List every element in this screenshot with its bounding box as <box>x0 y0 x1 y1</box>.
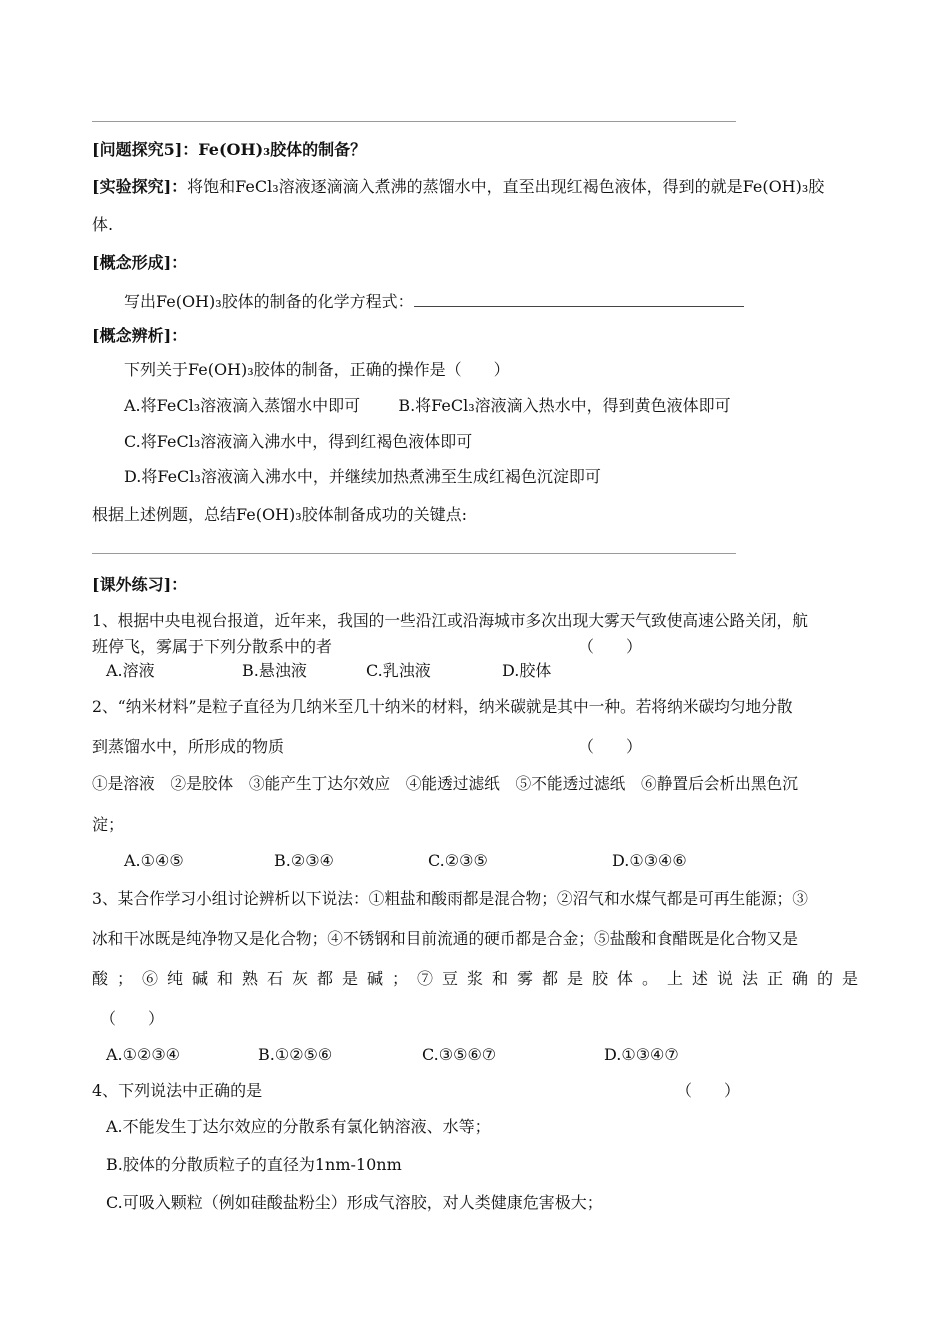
summary-prompt: 根据上述例题，总结Fe(OH)₃胶体制备成功的关键点: <box>92 505 468 524</box>
separator-line-bottom <box>92 553 736 554</box>
q1-option-d: D.胶体 <box>502 661 552 680</box>
q4-option-c: C.可吸入颗粒（例如硅酸盐粉尘）形成气溶胶，对人类健康危害极大； <box>106 1193 603 1212</box>
analysis-option-a: A.将FeCl₃溶液滴入蒸馏水中即可 <box>124 396 361 415</box>
q2-line-2: 到蒸馏水中，所形成的物质 <box>92 737 285 756</box>
q3-option-b: B.①②⑤⑥ <box>258 1045 333 1064</box>
q1-line-2: 班停飞，雾属于下列分散系中的者 <box>92 637 333 656</box>
q2-line-1: 2、“纳米材料”是粒子直径为几纳米至几十纳米的材料，纳米碳就是其中一种。若将纳米碳均匀地分散 <box>92 697 793 716</box>
q3-option-d: D.①③④⑦ <box>604 1045 679 1064</box>
q2-option-b: B.②③④ <box>274 851 334 870</box>
q1-option-c: C.乳浊液 <box>366 661 431 680</box>
q4-line-1: 4、下列说法中正确的是 <box>92 1081 263 1100</box>
q3-line-1: 3、某合作学习小组讨论辨析以下说法：①粗盐和酸雨都是混合物；②沼气和水煤气都是可再生能源；③ <box>92 889 808 908</box>
q1-option-b: B.悬浊液 <box>242 661 307 680</box>
q2-option-a: A.①④⑤ <box>124 851 184 870</box>
q3-option-a: A.①②③④ <box>106 1045 181 1064</box>
q1-answer-paren[interactable]: （ ） <box>578 637 643 656</box>
section5-heading: [问题探究5]：Fe(OH)₃胶体的制备？ <box>92 140 367 159</box>
q3-line-3: 酸；⑥纯碱和熟石灰都是碱；⑦豆浆和雾都是胶体。上述说法正确的是 <box>92 969 858 988</box>
q2-option-c: C.②③⑤ <box>428 851 488 870</box>
q4-option-a: A.不能发生丁达尔效应的分散系有氯化钠溶液、水等； <box>106 1117 491 1136</box>
q3-answer-paren[interactable]: （ ） <box>100 1009 165 1028</box>
concept-prompt: 写出Fe(OH)₃胶体的制备的化学方程式： <box>124 292 414 311</box>
analysis-label: [概念辨析]： <box>92 326 188 345</box>
analysis-options-row-1 <box>124 396 731 416</box>
experiment-text: 将饱和FeCl₃溶液逐滴滴入煮沸的蒸馏水中，直至出现红褐色液体，得到的就是Fe(OH)₃胶 <box>187 177 825 196</box>
experiment-label: [实验探究]： <box>92 177 188 196</box>
q1-line-1: 1、根据中央电视台报道，近年来，我国的一些沿江或沿海城市多次出现大雾天气致使高速公路关闭，航 <box>92 611 808 630</box>
analysis-option-c: C.将FeCl₃溶液滴入沸水中，得到红褐色液体即可 <box>124 432 473 451</box>
analysis-question: 下列关于Fe(OH)₃胶体的制备，正确的操作是（ ） <box>124 360 510 379</box>
analysis-option-b: B.将FeCl₃溶液滴入热水中，得到黄色液体即可 <box>398 396 731 415</box>
q2-line-4: 淀； <box>92 815 125 834</box>
q4-answer-paren[interactable]: （ ） <box>676 1081 741 1100</box>
q1-option-a: A.溶液 <box>106 661 155 680</box>
q2-line-3: ①是溶液 ②是胶体 ③能产生丁达尔效应 ④能透过滤纸 ⑤不能透过滤纸 ⑥静置后会析出黑色沉 <box>92 774 798 793</box>
experiment-text-cont: 体. <box>92 215 114 234</box>
q2-answer-paren[interactable]: （ ） <box>578 737 643 756</box>
concept-prompt-row <box>124 290 744 312</box>
exercises-heading: [课外练习]： <box>92 575 188 594</box>
q3-option-c: C.③⑤⑥⑦ <box>422 1045 497 1064</box>
q3-line-2: 冰和干冰既是纯净物又是化合物；④不锈钢和目前流通的硬币都是合金；⑤盐酸和食醋既是化合物又是 <box>92 929 798 948</box>
equation-blank[interactable] <box>414 290 744 307</box>
concept-label: [概念形成]： <box>92 253 188 272</box>
experiment-paragraph <box>92 177 824 197</box>
separator-line-top <box>92 121 736 122</box>
analysis-option-d: D.将FeCl₃溶液滴入沸水中，并继续加热煮沸至生成红褐色沉淀即可 <box>124 467 601 486</box>
q2-option-d: D.①③④⑥ <box>612 851 687 870</box>
q4-option-b: B.胶体的分散质粒子的直径为1nm-10nm <box>106 1155 402 1174</box>
